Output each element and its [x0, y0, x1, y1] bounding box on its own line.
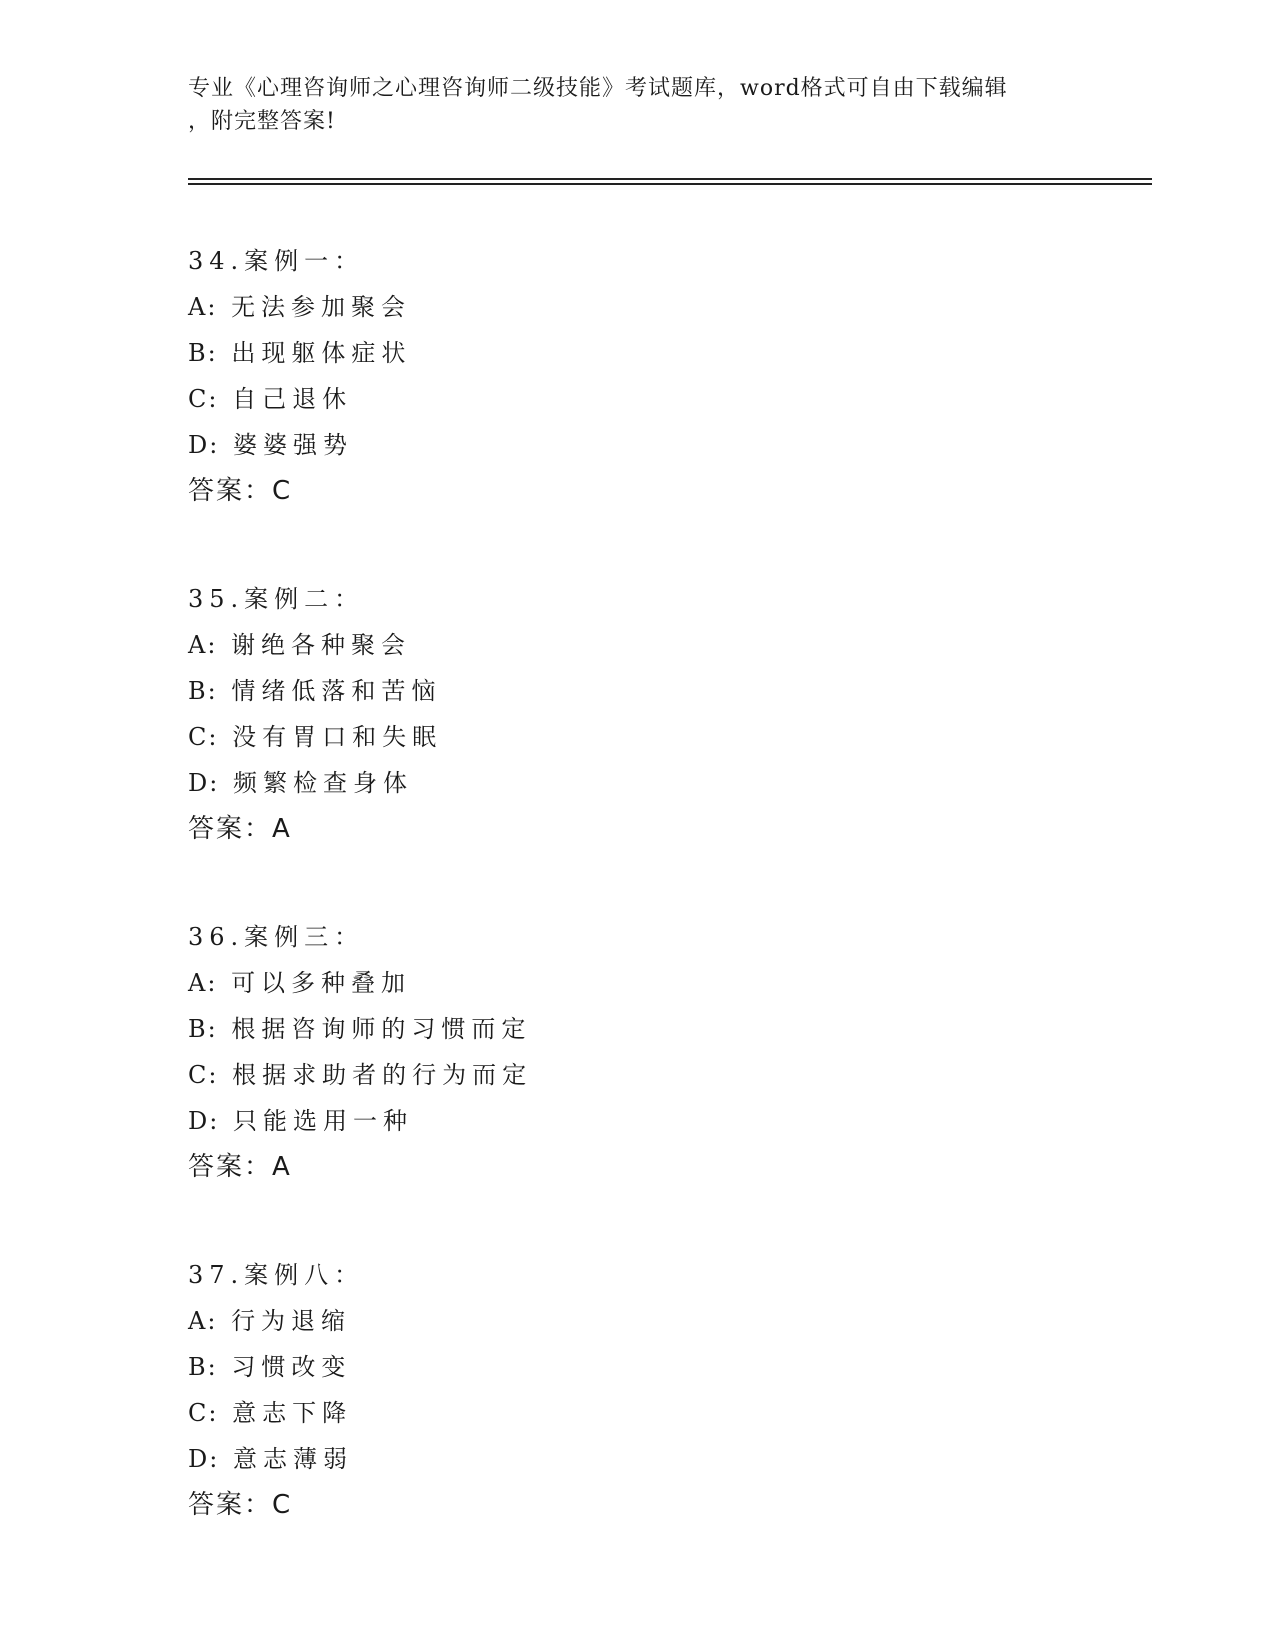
- option-label: B:: [188, 1015, 218, 1043]
- header-line-1: 专业《心理咨询师之心理咨询师二级技能》考试题库，word格式可自由下载编辑: [188, 76, 1008, 101]
- question-34: [188, 238, 1128, 514]
- option-b: [188, 1344, 1128, 1390]
- option-label: B:: [188, 677, 218, 705]
- option-label: A:: [188, 1307, 218, 1335]
- option-label: C:: [188, 385, 219, 413]
- document-header: [188, 72, 1088, 138]
- option-c: [188, 1052, 1128, 1098]
- option-text: 习惯改变: [231, 1353, 352, 1381]
- option-text: 只能选用一种: [232, 1107, 413, 1135]
- option-b: [188, 1006, 1128, 1052]
- question-35: [188, 576, 1128, 852]
- question-37: [188, 1252, 1128, 1528]
- option-label: A:: [188, 631, 218, 659]
- option-text: 行为退缩: [231, 1307, 352, 1335]
- question-stem: 37.案例八：: [188, 1261, 365, 1289]
- option-text: 没有胃口和失眠: [232, 723, 443, 751]
- option-label: D:: [188, 431, 220, 459]
- option-c: [188, 714, 1128, 760]
- header-divider-top: [188, 178, 1152, 180]
- option-text: 婆婆强势: [232, 431, 353, 459]
- option-text: 谢绝各种聚会: [231, 631, 412, 659]
- question-stem: 34.案例一：: [188, 247, 365, 275]
- option-text: 根据求助者的行为而定: [232, 1061, 533, 1089]
- header-divider-bottom: [188, 183, 1152, 185]
- option-label: A:: [188, 293, 218, 321]
- option-label: A:: [188, 969, 218, 997]
- option-c: [188, 1390, 1128, 1436]
- option-label: D:: [188, 1445, 220, 1473]
- option-text: 无法参加聚会: [231, 293, 412, 321]
- question-stem: 35.案例二：: [188, 585, 365, 613]
- question-stem: 36.案例三：: [188, 923, 365, 951]
- option-text: 情绪低落和苦恼: [231, 677, 442, 705]
- answer-line: 答案：A: [188, 1152, 292, 1182]
- option-d: [188, 760, 1128, 806]
- answer-line: 答案：C: [188, 1490, 293, 1520]
- option-text: 自己退休: [232, 385, 353, 413]
- option-d: [188, 422, 1128, 468]
- option-text: 出现躯体症状: [231, 339, 412, 367]
- option-d: [188, 1436, 1128, 1482]
- option-label: B:: [188, 339, 218, 367]
- option-b: [188, 330, 1128, 376]
- option-a: [188, 1298, 1128, 1344]
- answer-line: 答案：C: [188, 476, 293, 506]
- option-label: C:: [188, 1061, 219, 1089]
- option-a: [188, 284, 1128, 330]
- option-b: [188, 668, 1128, 714]
- option-text: 意志下降: [232, 1399, 353, 1427]
- answer-line: 答案：A: [188, 814, 292, 844]
- option-label: C:: [188, 723, 219, 751]
- question-list: [188, 238, 1128, 1590]
- option-a: [188, 960, 1128, 1006]
- option-d: [188, 1098, 1128, 1144]
- option-label: D:: [188, 769, 220, 797]
- option-text: 频繁检查身体: [232, 769, 413, 797]
- option-label: B:: [188, 1353, 218, 1381]
- option-label: C:: [188, 1399, 219, 1427]
- option-text: 根据咨询师的习惯而定: [231, 1015, 532, 1043]
- option-label: D:: [188, 1107, 220, 1135]
- option-a: [188, 622, 1128, 668]
- header-line-2: ，附完整答案!: [188, 109, 336, 134]
- option-c: [188, 376, 1128, 422]
- question-36: [188, 914, 1128, 1190]
- option-text: 可以多种叠加: [231, 969, 412, 997]
- option-text: 意志薄弱: [232, 1445, 353, 1473]
